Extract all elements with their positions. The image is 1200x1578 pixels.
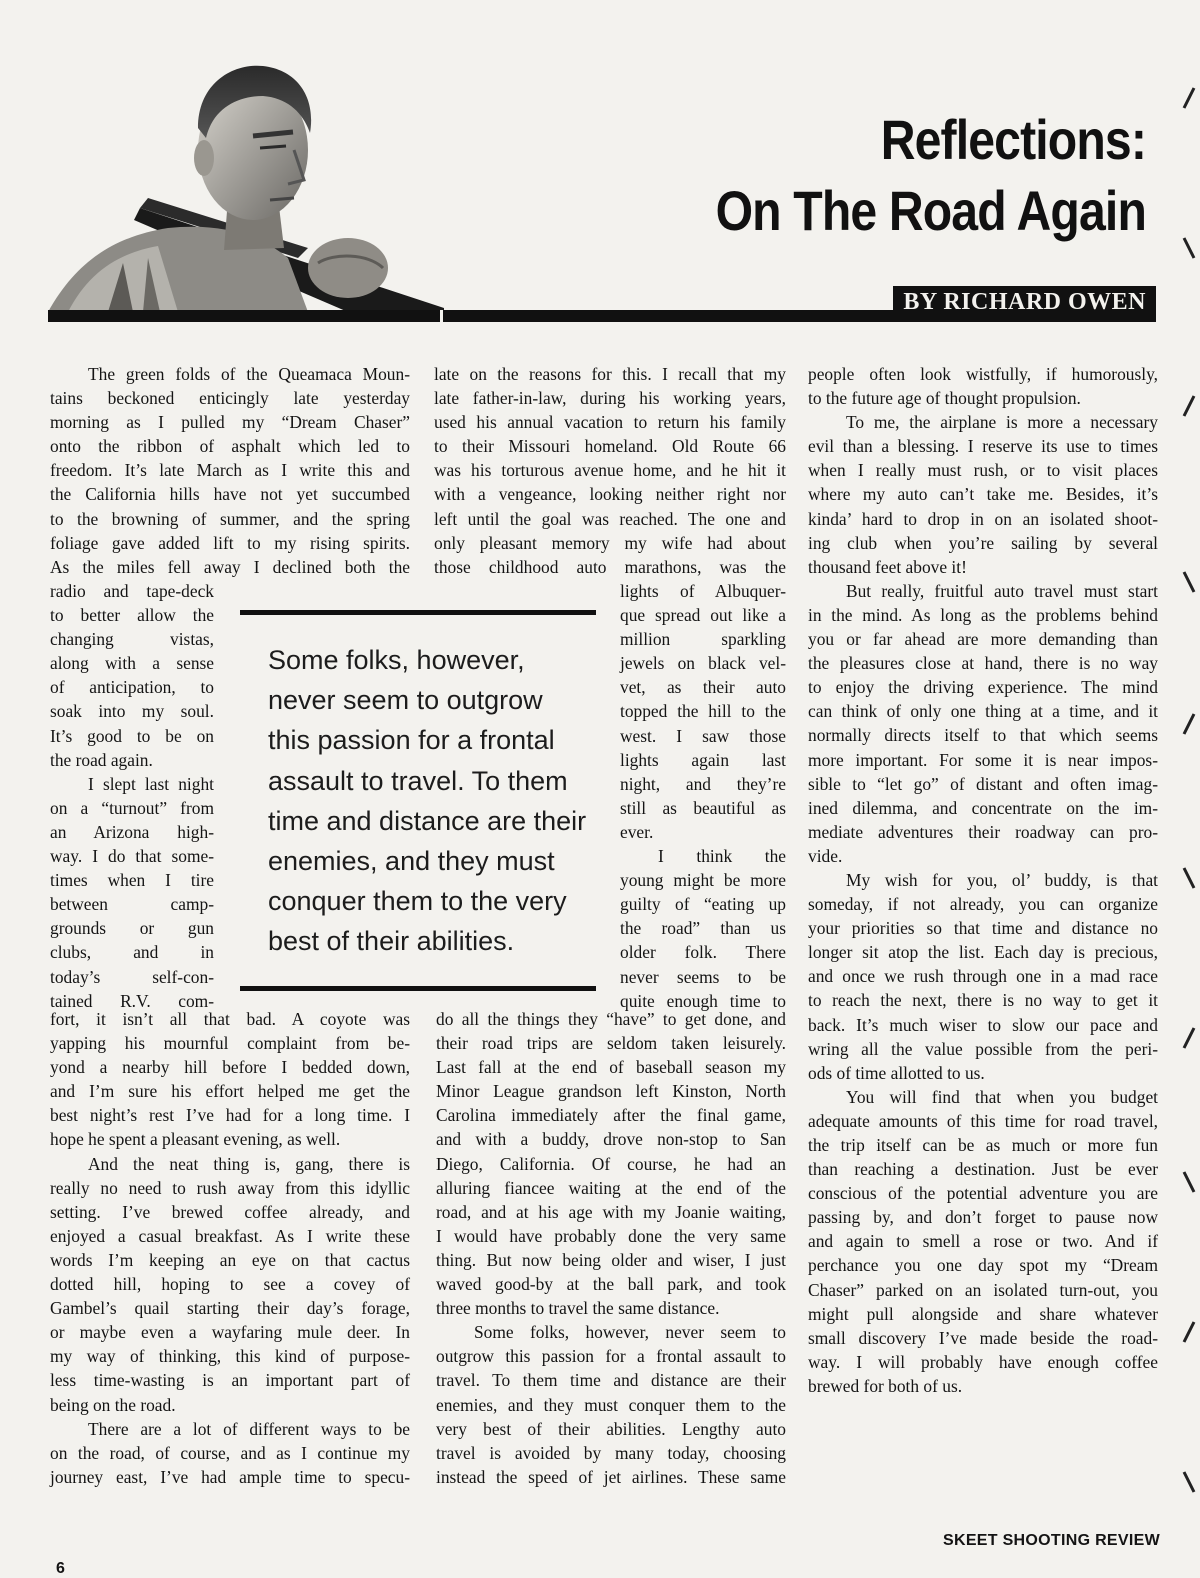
text-line: might pull alongside and share whatever bbox=[808, 1303, 1158, 1324]
text-line: someday, if not already, you can organize bbox=[808, 894, 1158, 915]
text-line: still as beautiful as bbox=[620, 797, 786, 818]
text-line: older folk. There bbox=[620, 942, 786, 963]
text-line: longer sit atop the list. Each day is precious, bbox=[808, 942, 1158, 963]
text-line: do all the things they “have” to get done, and bbox=[436, 1009, 786, 1029]
column-1-top bbox=[50, 362, 410, 579]
text-line: onto the ribbon of asphalt which led to bbox=[50, 436, 410, 457]
text-line: topped the hill to the bbox=[620, 701, 786, 722]
edge-tick-mark bbox=[1180, 1170, 1196, 1196]
text-line: along with a sense bbox=[50, 653, 214, 674]
column-1-narrow bbox=[50, 579, 214, 1013]
text-line: between camp- bbox=[50, 894, 214, 915]
text-line: the pleasures close at hand, there is no way bbox=[808, 653, 1158, 674]
text-line: It’s good to be on bbox=[50, 725, 214, 746]
text-line: thousand feet above it! bbox=[808, 556, 967, 577]
text-line: perchance you one day spot my “Dream bbox=[808, 1255, 1158, 1276]
text-line: mediate adventures their roadway can pro- bbox=[808, 821, 1158, 842]
text-line: with a vengeance, looking neither right nor bbox=[434, 484, 786, 505]
pullquote-line: best of their abilities. bbox=[268, 926, 515, 957]
text-line: dotted hill, hoping to see a covey of bbox=[50, 1274, 410, 1295]
text-line: used his annual vacation to return his family bbox=[434, 412, 786, 433]
text-line: Last fall at the end of baseball season my bbox=[436, 1057, 786, 1078]
text-line: To me, the airplane is more a necessary bbox=[846, 412, 1158, 433]
text-line: late father-in-law, during his working years, bbox=[434, 388, 786, 409]
column-1-bottom bbox=[50, 1007, 410, 1489]
text-line: small discovery I’ve made beside the road- bbox=[808, 1327, 1158, 1348]
pullquote-top-rule bbox=[240, 610, 596, 615]
magazine-name: SKEET SHOOTING REVIEW bbox=[943, 1532, 1160, 1549]
text-line: outgrow this passion for a frontal assault to bbox=[436, 1346, 786, 1367]
text-line: alluring fiancee waiting at the end of the bbox=[436, 1177, 786, 1198]
text-line: yond a nearby hill before I bedded down, bbox=[50, 1057, 410, 1078]
text-line: I think the bbox=[658, 846, 786, 867]
text-line: conscious of the potential adventure you are bbox=[808, 1183, 1158, 1204]
text-line: today’s self-con- bbox=[50, 966, 214, 987]
text-line: three months to travel the same distance. bbox=[436, 1298, 720, 1319]
pullquote-line: never seem to outgrow bbox=[268, 685, 543, 716]
text-line: your priorities so that time and distance no bbox=[808, 918, 1158, 939]
edge-tick-mark bbox=[1180, 570, 1196, 596]
text-line: night, and they’re bbox=[620, 773, 786, 794]
text-line: But really, fruitful auto travel must start bbox=[846, 580, 1158, 601]
text-line: soak into my soul. bbox=[50, 701, 214, 722]
text-line: more important. For some it is near impos- bbox=[808, 749, 1158, 770]
text-line: the road again. bbox=[50, 749, 153, 770]
text-line: vet, as their auto bbox=[620, 677, 786, 698]
text-line: lights of Albuquer- bbox=[620, 581, 786, 601]
edge-tick-mark bbox=[1180, 86, 1196, 112]
edge-tick-mark bbox=[1180, 712, 1196, 738]
text-line: adequate amounts of this time for road travel, bbox=[808, 1110, 1158, 1131]
text-line: The green folds of the Queamaca Moun- bbox=[88, 364, 410, 384]
text-line: quite enough time to bbox=[620, 990, 786, 1011]
text-line: lights again last bbox=[620, 749, 786, 770]
text-line: and I’m sure his effort helped me get the bbox=[50, 1081, 410, 1102]
text-line: where my auto can’t take me. Besides, it’s bbox=[808, 484, 1158, 505]
text-line: young might be more bbox=[620, 870, 786, 891]
text-line: late on the reasons for this. I recall that my bbox=[434, 364, 786, 384]
edge-tick-mark bbox=[1180, 866, 1196, 892]
text-line: the road” than us bbox=[620, 918, 786, 939]
edge-tick-mark bbox=[1180, 1026, 1196, 1052]
column-3 bbox=[808, 362, 1158, 1398]
text-line: guilty of “eating up bbox=[620, 894, 786, 915]
text-line: can think of only one thing at a time, and it bbox=[808, 701, 1158, 722]
pullquote-line: conquer them to the very bbox=[268, 886, 567, 917]
text-line: journey east, I’ve had ample time to specu- bbox=[50, 1466, 410, 1487]
text-line: Minor League grandson left Kinston, North bbox=[436, 1081, 786, 1102]
text-line: in the mind. As long as the problems behind bbox=[808, 604, 1158, 625]
pullquote-bottom-rule bbox=[240, 986, 596, 991]
page-number: 6 bbox=[56, 1560, 65, 1577]
text-line: Carolina immediately after the final game, bbox=[436, 1105, 786, 1126]
text-line: ined dilemma, and concentrate on the im- bbox=[808, 797, 1158, 818]
text-line: really no need to rush away from this idyllic bbox=[50, 1177, 410, 1198]
text-line: ever. bbox=[620, 821, 654, 842]
text-line: to better allow the bbox=[50, 605, 214, 626]
article-title bbox=[664, 104, 1146, 246]
text-line: than reaching a destination. Just be ever bbox=[808, 1159, 1158, 1180]
text-line: Gambel’s quail starting their day’s forage, bbox=[50, 1298, 410, 1319]
text-line: to their Missouri homeland. Old Route 66 bbox=[434, 436, 786, 457]
text-line: And the neat thing is, gang, there is bbox=[88, 1153, 410, 1174]
text-line: on the road, of course, and as I continue my bbox=[50, 1442, 410, 1463]
text-line: less time-wasting is an important part of bbox=[50, 1370, 410, 1391]
text-line: normally directs itself to that which seems bbox=[808, 725, 1158, 746]
text-line: freedom. It’s late March as I write this and bbox=[50, 460, 410, 481]
text-line: and once we rush through one in a mad race bbox=[808, 966, 1158, 987]
text-line: grounds or gun bbox=[50, 918, 214, 939]
text-line: vide. bbox=[808, 845, 843, 866]
text-line: yapping his mournful complaint from be- bbox=[50, 1033, 410, 1054]
text-line: the trip itself can be as much or more fun bbox=[808, 1135, 1158, 1155]
text-line: brewed for both of us. bbox=[808, 1375, 963, 1396]
text-line: never seems to be bbox=[620, 966, 786, 987]
text-line: people often look wistfully, if humorously, bbox=[808, 364, 1158, 384]
text-line: only pleasant memory my wife had about bbox=[434, 532, 786, 553]
text-line: of anticipation, to bbox=[50, 677, 214, 698]
text-line: road, and at his age with my Joanie waiting, bbox=[436, 1201, 786, 1222]
text-line: tains beckoned enticingly late yesterday bbox=[50, 388, 410, 409]
text-line: waved good-by at the ball park, and took bbox=[436, 1274, 786, 1295]
text-line: Chaser” parked on an isolated turn-out, you bbox=[808, 1279, 1158, 1300]
edge-tick-mark bbox=[1180, 236, 1196, 262]
text-line: to the future age of thought propulsion. bbox=[808, 388, 1081, 409]
text-line: evil than a blessing. I reserve its use to times bbox=[808, 436, 1158, 457]
text-line: jewels on black vel- bbox=[620, 653, 786, 674]
text-line: way. I do that some- bbox=[50, 846, 214, 867]
text-line: ods of time allotted to us. bbox=[808, 1062, 985, 1083]
column-2-top bbox=[434, 362, 786, 579]
text-line: As the miles fell away I declined both the bbox=[50, 556, 410, 577]
title-line-2: On The Road Again bbox=[715, 179, 1146, 242]
text-line: the California hills have not yet succumbed bbox=[50, 484, 410, 505]
text-line: kinda’ hard to drop in on an isolated shoot- bbox=[808, 508, 1158, 529]
text-line: changing vistas, bbox=[50, 629, 214, 650]
text-line: to reach the next, there is no way to get it bbox=[808, 990, 1158, 1011]
text-line: travel. To them time and distance are their bbox=[436, 1370, 786, 1391]
text-line: Diego, California. Of course, he had an bbox=[436, 1153, 786, 1174]
text-line: my way of thinking, this kind of purpose- bbox=[50, 1346, 410, 1367]
text-line: fort, it isn’t all that bad. A coyote was bbox=[50, 1009, 410, 1029]
text-line: west. I saw those bbox=[620, 725, 786, 746]
header-rule-gap bbox=[440, 310, 443, 322]
text-line: tained R.V. com- bbox=[50, 990, 214, 1011]
author-portrait-photo bbox=[48, 58, 444, 312]
text-line: on a “turnout” from bbox=[50, 797, 214, 818]
text-line: or maybe even a wayfaring mule deer. In bbox=[50, 1322, 410, 1343]
text-line: sible to “let go” of distant and often imag- bbox=[808, 773, 1158, 794]
text-line: thing. But now being older and wiser, I just bbox=[436, 1249, 786, 1270]
edge-tick-mark bbox=[1180, 1320, 1196, 1346]
text-line: que spread out like a bbox=[620, 605, 786, 626]
text-line: those childhood auto marathons, was the bbox=[434, 556, 786, 577]
text-line: Some folks, however, never seem to bbox=[474, 1322, 786, 1343]
column-2-narrow bbox=[620, 579, 786, 1013]
text-line: to enjoy the driving experience. The mind bbox=[808, 677, 1158, 698]
edge-tick-mark bbox=[1180, 394, 1196, 420]
text-line: radio and tape-deck bbox=[50, 581, 214, 601]
text-line: was his torturous avenue home, and he hit it bbox=[434, 460, 786, 481]
column-2-bottom bbox=[436, 1007, 786, 1489]
text-line: very best of their abilities. Lengthy auto bbox=[436, 1418, 786, 1439]
text-line: passing by, and don’t forget to pause now bbox=[808, 1207, 1158, 1228]
text-line: best night’s rest I’ve had for a long time. I bbox=[50, 1105, 410, 1126]
text-line: morning as I pulled my “Dream Chaser” bbox=[50, 412, 410, 433]
byline: BY RICHARD OWEN bbox=[893, 286, 1156, 318]
text-line: setting. I’ve brewed coffee already, and bbox=[50, 1201, 410, 1222]
text-line: enemies, and they must conquer them to the bbox=[436, 1394, 786, 1415]
text-line: being on the road. bbox=[50, 1394, 176, 1415]
text-line: enjoyed a casual breakfast. As I write these bbox=[50, 1225, 410, 1246]
text-line: I slept last night bbox=[88, 773, 214, 794]
text-line: and again to smell a rose or two. And if bbox=[808, 1231, 1158, 1252]
title-line-1: Reflections: bbox=[880, 108, 1146, 171]
text-line: their road trips are seldom taken leisurely. bbox=[436, 1033, 786, 1054]
text-line: instead the speed of jet airlines. These same bbox=[436, 1466, 786, 1487]
text-line: million sparkling bbox=[620, 629, 786, 650]
text-line: clubs, and in bbox=[50, 942, 214, 963]
text-line: and with a buddy, drove non-stop to San bbox=[436, 1129, 786, 1150]
text-line: times when I tire bbox=[50, 870, 214, 891]
pullquote-line: enemies, and they must bbox=[268, 846, 555, 877]
pullquote-line: Some folks, however, bbox=[268, 645, 525, 675]
text-line: to the browning of summer, and the spring bbox=[50, 508, 410, 529]
text-line: you or far ahead are more demanding than bbox=[808, 629, 1158, 650]
text-line: I would have probably done the very same bbox=[436, 1225, 786, 1246]
text-line: foliage gave added lift to my rising spirits. bbox=[50, 532, 410, 553]
text-line: You will find that when you budget bbox=[846, 1086, 1158, 1107]
text-line: My wish for you, ol’ buddy, is that bbox=[846, 869, 1158, 890]
text-line: back. It’s much wiser to slow our pace and bbox=[808, 1014, 1158, 1035]
text-line: words I’m keeping an eye on that cactus bbox=[50, 1249, 410, 1270]
edge-tick-mark bbox=[1180, 1470, 1196, 1496]
text-line: travel is avoided by many today, choosing bbox=[436, 1442, 786, 1463]
text-line: ing club when you’re sailing by several bbox=[808, 532, 1158, 553]
text-line: when I really must rush, or to visit places bbox=[808, 460, 1158, 481]
text-line: an Arizona high- bbox=[50, 821, 214, 842]
pullquote-line: assault to travel. To them bbox=[268, 765, 568, 796]
pullquote-line: time and distance are their bbox=[268, 805, 587, 836]
text-line: way. I will probably have enough coffee bbox=[808, 1351, 1158, 1372]
portrait-illustration bbox=[48, 58, 444, 312]
pullquote bbox=[268, 640, 598, 962]
text-line: left until the goal was reached. The one and bbox=[434, 508, 786, 529]
text-line: wring all the value possible from the peri- bbox=[808, 1038, 1158, 1059]
text-line: There are a lot of different ways to be bbox=[88, 1418, 410, 1439]
text-line: hope he spent a pleasant evening, as well. bbox=[50, 1129, 341, 1150]
pullquote-line: this passion for a frontal bbox=[268, 725, 555, 756]
